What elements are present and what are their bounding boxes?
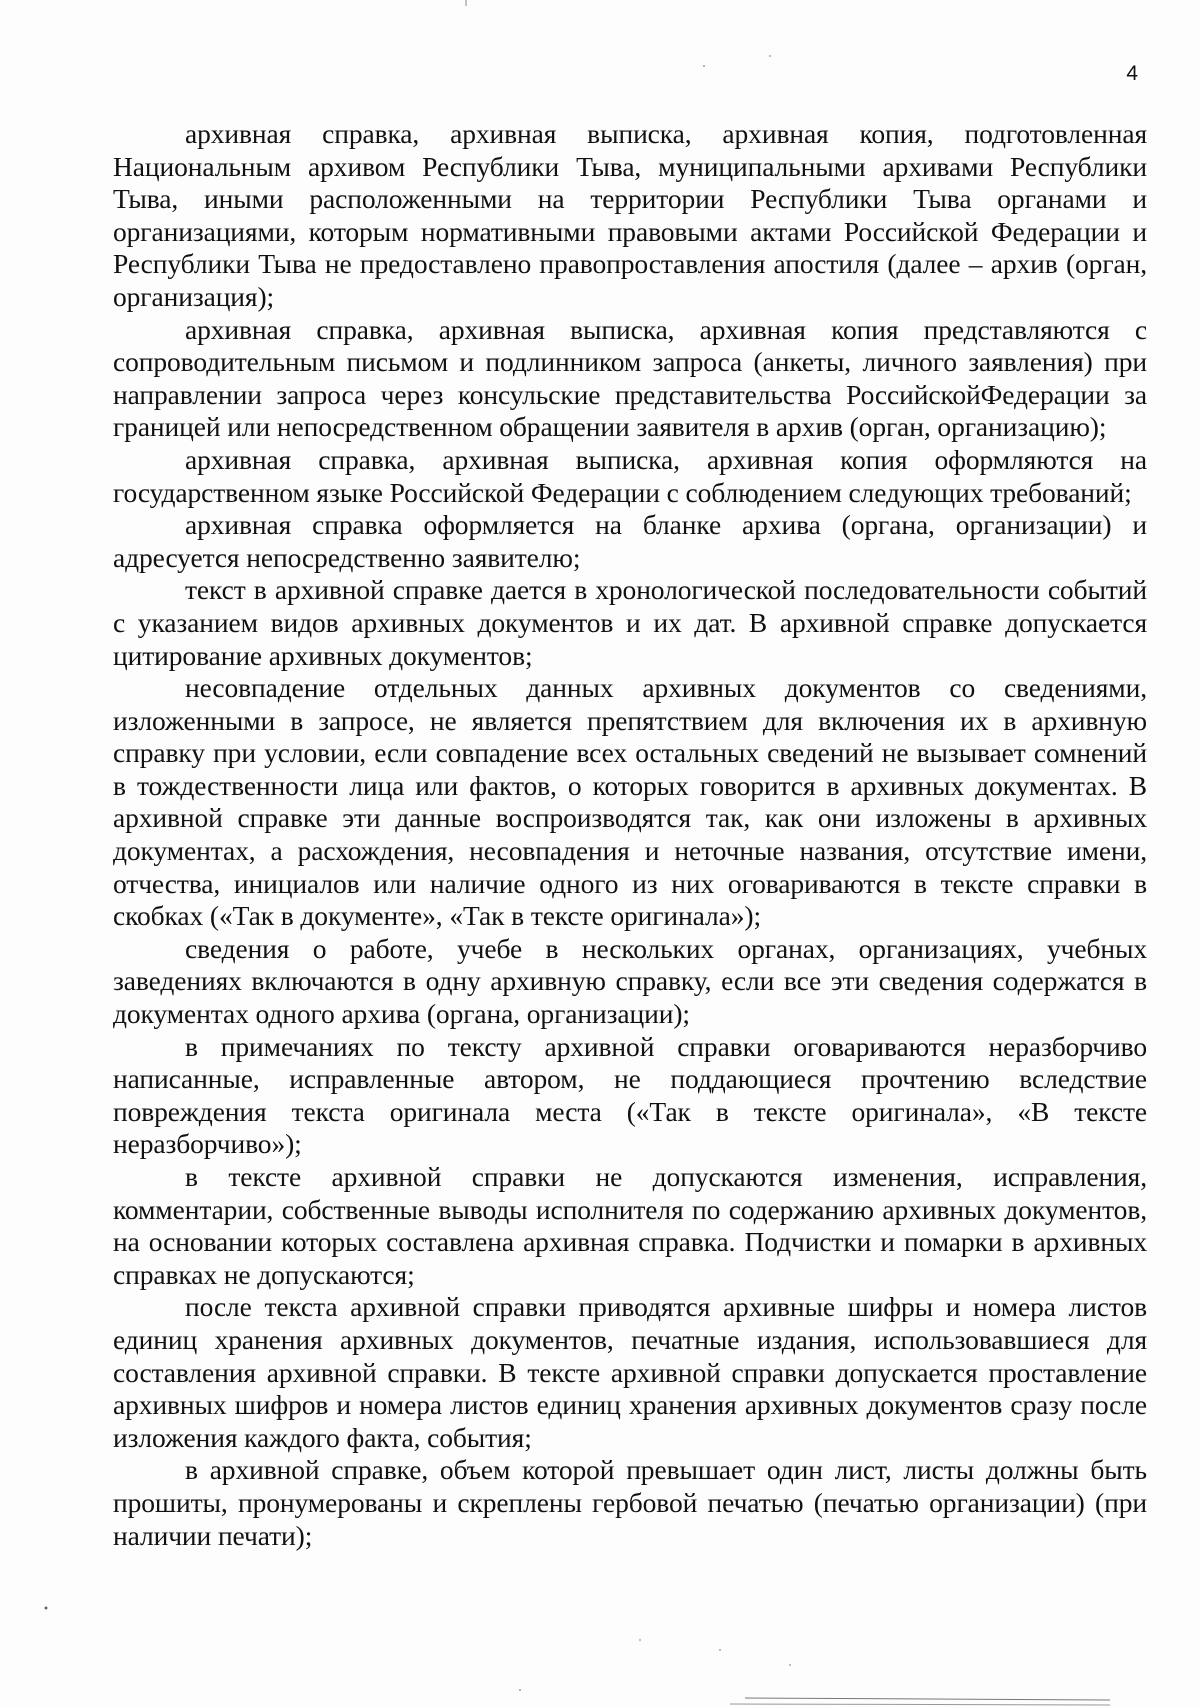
paragraph: в архивной справке, объем которой превышает один лист, листы должны быть прошиты, пронумерованы и скреплены гербовой печатью (печатью организации) (при наличии печати);	[113, 1454, 1147, 1551]
scan-speck	[769, 55, 771, 57]
paragraph: архивная справка, архивная выписка, архивная копия представляются с сопроводительным письмом и подлинником запроса (анкеты, личного заявления) при направлении запроса через консульские представительства РоссийскойФедерации за границей или непосредственном обращении заявителя в архив (орган, организацию);	[113, 313, 1147, 443]
scan-line	[745, 1698, 1110, 1700]
page-number: 4	[1126, 62, 1138, 85]
paragraph: сведения о работе, учебе в нескольких органах, организациях, учебных заведениях включаются в одну архивную справку, если все эти сведения содержатся в документах одного архива (органа, организации);	[113, 932, 1147, 1030]
document-body	[113, 118, 1147, 1552]
paragraph: после текста архивной справки приводятся архивные шифры и номера листов единиц хранения архивных документов, печатные издания, использовавшиеся для составления архивной справки. В тексте архивной справки допускается проставление архивных шифров и номера листов единиц хранения архивных документов сразу после изложения каждого факта, события;	[113, 1291, 1147, 1453]
scan-speck	[789, 1664, 791, 1666]
paragraph: архивная справка, архивная выписка, архивная копия оформляются на государственном языке Российской Федерации с соблюдением следующих требований;	[113, 443, 1147, 508]
paragraph: архивная справка, архивная выписка, архивная копия, подготовленная Национальным архивом Республики Тыва, муниципальными архивами Республики Тыва, иными расположенными на территории Республики Тыва органами и организациями, которым нормативными правовыми актами Российской Федерации и Республики Тыва не предоставлено правопроставления апостиля (далее – архив (орган, организация);	[113, 118, 1147, 312]
scan-speck	[519, 1689, 521, 1691]
scan-speck	[45, 1607, 48, 1610]
paragraph: в примечаниях по тексту архивной справки оговариваются неразборчиво написанные, исправленные автором, не поддающиеся прочтению вследствие повреждения текста оригинала места («Так в тексте оригинала», «В тексте неразборчиво»);	[113, 1030, 1147, 1160]
scan-line	[730, 1704, 1110, 1705]
scan-speck	[719, 1649, 721, 1651]
paragraph: архивная справка оформляется на бланке архива (органа, организации) и адресуется непосредственно заявителю;	[113, 509, 1147, 573]
scan-speck	[639, 1639, 641, 1641]
paragraph: текст в архивной справке дается в хронологической последовательности событий с указанием видов архивных документов и их дат. В архивной справке допускается цитирование архивных документов;	[113, 574, 1147, 671]
paragraph: несовпадение отдельных данных архивных документов со сведениями, изложенными в запросе, не является препятствием для включения их в архивную справку при условии, если совпадение всех остальных сведений не вызывает сомнений в тождественности лица или фактов, о которых говорится в архивных документах. В архивной справке эти данные воспроизводятся так, как они изложены в архивных документах, а расхождения, несовпадения и неточные названия, отсутствие имени, отчества, инициалов или наличие одного из них оговариваются в тексте справки в скобках («Так в документе», «Так в тексте оригинала»);	[113, 672, 1147, 932]
paragraph: в тексте архивной справки не допускаются изменения, исправления, комментарии, собственные выводы исполнителя по содержанию архивных документов, на основании которых составлена архивная справка. Подчистки и помарки в архивных справках не допускаются;	[113, 1161, 1147, 1290]
scan-speck	[703, 65, 705, 67]
